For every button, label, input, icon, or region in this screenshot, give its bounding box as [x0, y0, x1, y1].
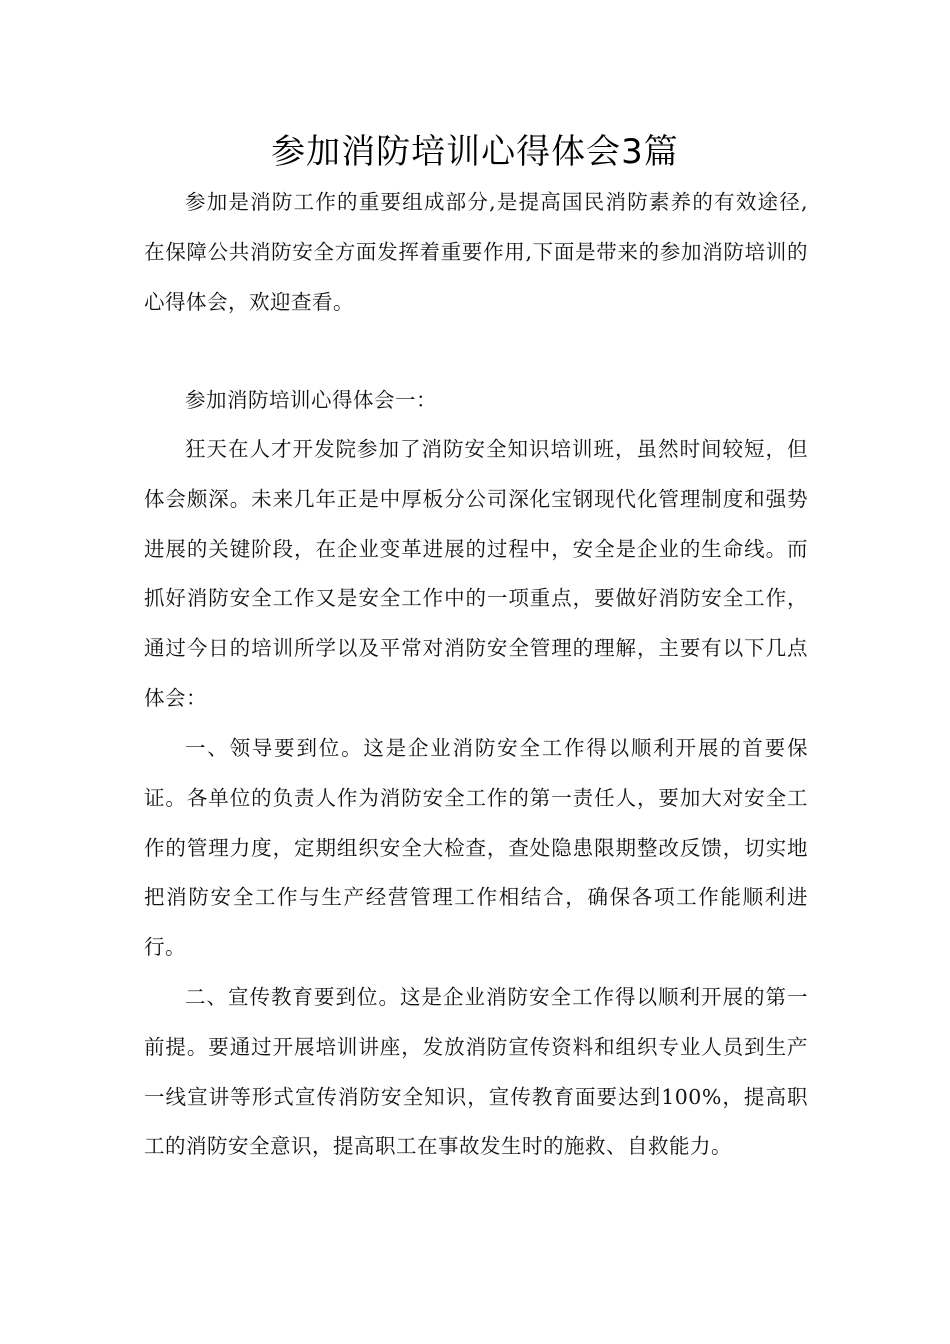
- body-paragraph: 一、领导要到位。这是企业消防安全工作得以顺利开展的首要保证。各单位的负责人作为消防安全工作的第一责任人，要加大对安全工作的管理力度，定期组织安全大检查，查处隐患限期整改反馈，切实地把消防安全工作与生产经营管理工作相结合，确保各项工作能顺利进行。: [144, 736, 808, 960]
- section-heading: 参加消防培训心得体会一：: [185, 388, 437, 412]
- body-paragraph: 狂天在人才开发院参加了消防安全知识培训班，虽然时间较短，但体会颇深。未来几年正是中厚板分公司深化宝钢现代化管理制度和强势进展的关键阶段，在企业变革进展的过程中，安全是企业的生命线。而抓好消防安全工作又是安全工作中的一项重点，要做好消防安全工作，通过今日的培训所学以及平常对消防安全管理的理解，主要有以下几点体会：: [144, 437, 808, 710]
- body-paragraph: 二、宣传教育要到位。这是企业消防安全工作得以顺利开展的第一前提。要通过开展培训讲座，发放消防宣传资料和组织专业人员到生产一线宣讲等形式宣传消防安全知识，宣传教育面要达到100%，提高职工的消防安全意识，提高职工在事故发生时的施救、自救能力。: [144, 985, 808, 1159]
- intro-paragraph: 参加是消防工作的重要组成部分,是提高国民消防素养的有效途径,在保障公共消防安全方面发挥着重要作用,下面是带来的参加消防培训的心得体会，欢迎查看。: [144, 190, 808, 314]
- document-title: 参加消防培训心得体会3篇: [271, 132, 679, 172]
